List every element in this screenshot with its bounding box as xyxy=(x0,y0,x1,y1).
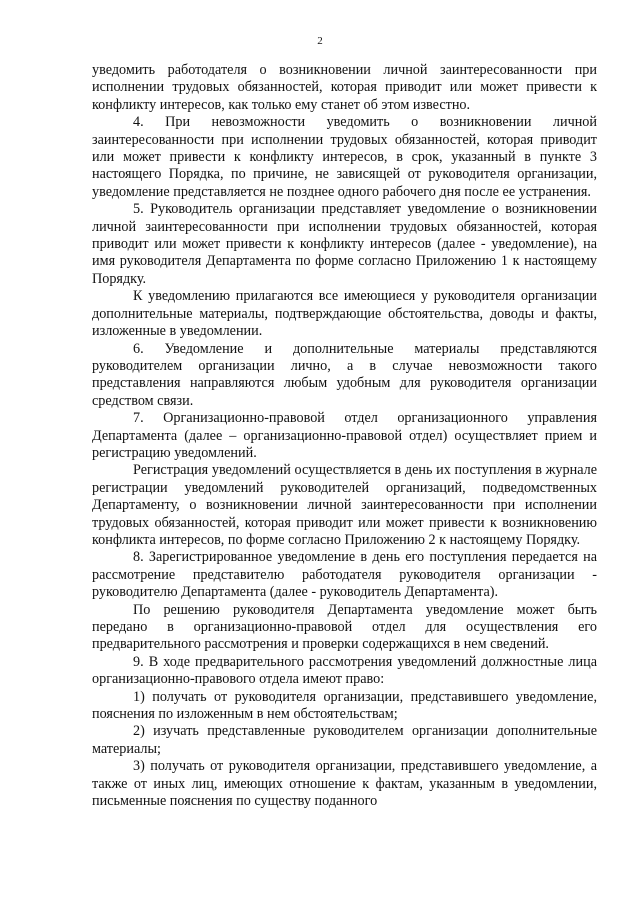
paragraph-registration: Регистрация уведомлений осуществляется в день их поступления в журнале регистрации уведомлений руководителей организаций, подведомственных Департаменту, о возникновении личной заинтересованности при исполнении трудовых обязанностей, которая приводит или может привести к возникновению конфликта интересов, по форме согласно Приложению 2 к настоящему Порядку. xyxy=(92,462,597,548)
paragraph-attachments: К уведомлению прилагаются все имеющиеся у руководителя организации дополнительные материалы, подтверждающие обстоятельства, доводы и факты, изложенные в уведомлении. xyxy=(92,288,597,340)
paragraph-clause-5: 5. Руководитель организации представляет уведомление о возникновении личной заинтересованности при исполнении трудовых обязанностей, которая приводит или может привести к конфликту интересов (далее - уведомление), на имя руководителя Департамента по форме согласно Приложению 1 к настоящему Порядку. xyxy=(92,201,597,287)
list-item-2: 2) изучать представленные руководителем организации дополнительные материалы; xyxy=(92,723,597,757)
paragraph-continuation: уведомить работодателя о возникновении личной заинтересованности при исполнении трудовых обязанностей, которая приводит или может привести к конфликту интересов, как только ему станет об этом известно. xyxy=(92,62,597,113)
list-item-1: 1) получать от руководителя организации, представившего уведомление, пояснения по изложенным в нем обстоятельствам; xyxy=(92,688,597,723)
paragraph-clause-7: 7. Организационно-правовой отдел организационного управления Департамента (далее – организационно-правовой отдел) осуществляет прием и регистрацию уведомлений. xyxy=(92,410,597,461)
paragraph-clause-9: 9. В ходе предварительного рассмотрения уведомлений должностные лица организационно-правового отдела имеют право: xyxy=(92,653,597,688)
paragraph-decision: По решению руководителя Департамента уведомление может быть передано в организационно-правовой отдел для осуществления его предварительного рассмотрения и проверки содержащихся в нем сведений. xyxy=(92,601,597,653)
document-body xyxy=(92,62,597,810)
list-item-3: 3) получать от руководителя организации, представившего уведомление, а также от иных лиц, имеющих отношение к фактам, указанным в уведомлении, письменные пояснения по существу поданного xyxy=(92,758,597,810)
page-number: 2 xyxy=(317,35,323,47)
paragraph-clause-8: 8. Зарегистрированное уведомление в день его поступления передается на рассмотрение представителю работодателя руководителя организации - руководителю Департамента (далее - руководитель Департамента). xyxy=(92,549,597,601)
paragraph-clause-6: 6. Уведомление и дополнительные материалы представляются руководителем организации лично, а в случае невозможности такого представления направляются любым удобным для руководителя организации средством связи. xyxy=(92,340,597,409)
paragraph-clause-4: 4. При невозможности уведомить о возникновении личной заинтересованности при исполнении трудовых обязанностей, которая приводит или может привести к конфликту интересов, в срок, указанный в пункте 3 настоящего Порядка, по причине, не зависящей от руководителя организации, уведомление представляется не позднее одного рабочего дня после ее устранения. xyxy=(92,114,597,200)
